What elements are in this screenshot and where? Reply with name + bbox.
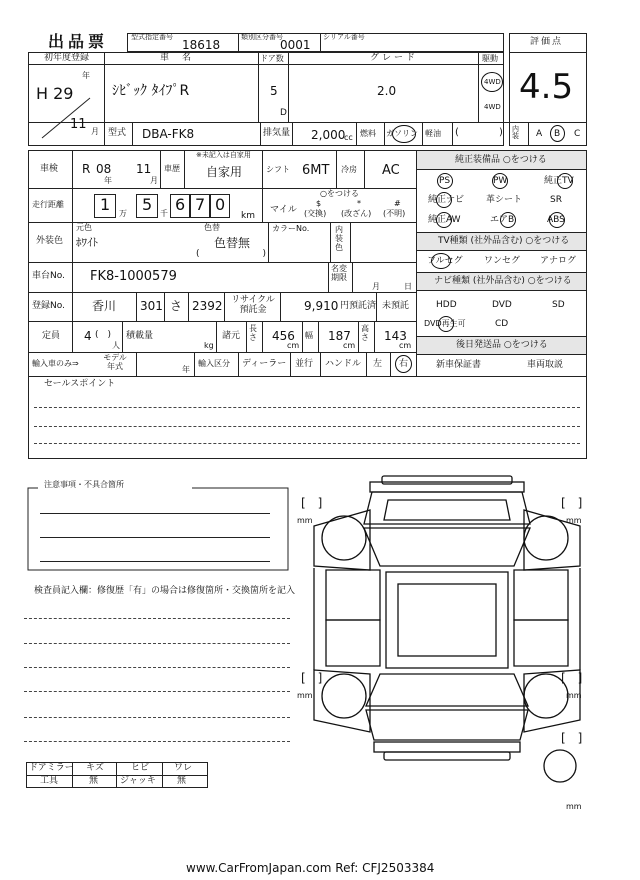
inspection-era: R [82, 162, 91, 176]
mileage-unit: km [241, 211, 255, 221]
docs-warranty: 新車保証書 [436, 360, 482, 370]
history-value: 自家用 [206, 165, 243, 179]
model-designation-label: 型式指定番号 [131, 33, 173, 41]
meter-unknown: (不明) [383, 209, 406, 218]
width-cm: cm [343, 341, 356, 350]
capacity-label: 定員 [42, 331, 61, 341]
drive-label: 駆動 [482, 54, 498, 63]
handle-label: ハンドル [325, 359, 362, 369]
navi-hdd: HDD [436, 300, 457, 310]
interior-b: B [554, 129, 561, 139]
navi-cd: CD [495, 319, 509, 329]
reg-class: 301 [140, 299, 163, 313]
equip-abs: ABS [547, 215, 565, 225]
capacity-value: 4 [84, 329, 92, 343]
recycle-label: リサイクル預託金 [231, 295, 275, 316]
notes-label: 注意事項・不具合箇所 [44, 480, 124, 489]
equip-ps: PS [439, 176, 451, 186]
recycle-unpaid: 未預託 [382, 301, 410, 311]
handle-right: 右 [399, 359, 409, 369]
import-parallel: 並行 [295, 359, 314, 369]
docs-manual: 車両取説 [527, 360, 564, 370]
serial-label: シリアル番号 [323, 33, 365, 41]
bracket-spare: [ ] [561, 731, 583, 745]
import-dealer: ディーラー [242, 359, 287, 369]
fuel-bracket-close: ) [499, 127, 503, 138]
name-change-day: 日 [404, 282, 412, 291]
meter-tamper-sym: * [357, 199, 361, 208]
category-value: 0001 [280, 38, 311, 52]
bracket-front-right: [ ] [561, 496, 583, 510]
tv-analog: アナログ [540, 256, 577, 266]
tools-header-mirror: ドアミラー [29, 763, 74, 773]
shift-value: 6MT [302, 163, 330, 178]
doors-type: D [280, 108, 287, 118]
mileage-label: 走行距離 [32, 200, 64, 209]
model-value: DBA-FK8 [142, 127, 195, 141]
mileage-digit-2: 5 [142, 195, 153, 214]
car-name-value: ｼﾋﾞｯｸ ﾀｲﾌﾟR [112, 83, 190, 99]
width-label: 幅 [305, 331, 313, 340]
ac-value: AC [382, 163, 400, 178]
fuel-label: 燃料 [360, 129, 376, 138]
model-label: 型式 [108, 128, 127, 138]
first-reg-year: H 29 [36, 84, 74, 103]
month-unit: 月 [91, 127, 99, 136]
tools-value: 無 [89, 776, 99, 786]
tools-header-scratch: キズ [86, 763, 104, 773]
docs-title: 後日発送品 ○をつける [456, 340, 548, 350]
recycle-paid: 円預託済 [340, 301, 377, 311]
navi-dvd: DVD [492, 300, 512, 310]
length-value: 456 [272, 329, 295, 343]
mm-rear-right: mm [566, 691, 582, 700]
mm-spare: mm [566, 802, 582, 811]
interior-a: A [536, 129, 543, 139]
drive-4wd-circled: 4WD [484, 78, 501, 86]
year-unit: 年 [82, 71, 90, 80]
category-label: 類別区分番号 [241, 33, 283, 41]
capacity-paren: ( ) [95, 330, 112, 340]
interior-label: 内装 [512, 125, 519, 140]
model-year-label: モデル年式 [103, 353, 127, 371]
tools-header-break: ワレ [174, 763, 193, 773]
score-label: 評価点 [530, 37, 564, 47]
inspection-month-unit: 月 [150, 176, 158, 185]
score-value: 4.5 [519, 67, 574, 107]
handle-left: 左 [373, 359, 383, 369]
chassis-label: 車台No. [32, 271, 65, 281]
fuel-gasoline: ガソリン [386, 129, 418, 138]
displacement-value: 2,000 [311, 128, 346, 142]
import-type-label: 輸入区分 [198, 359, 230, 368]
width-value: 187 [328, 329, 351, 343]
history-note: ※未記入は自家用 [196, 151, 251, 159]
load-unit: kg [204, 341, 214, 350]
navi-dvd-play: DVD再生可 [424, 319, 466, 328]
bracket-rear-right: [ ] [561, 671, 583, 685]
length-cm: cm [287, 341, 300, 350]
tools-header-crack: ヒビ [131, 763, 150, 773]
import-label: 輸入車のみ⇒ [32, 359, 79, 368]
interior-c: C [574, 129, 581, 139]
bracket-front-left: [ ] [301, 496, 323, 510]
recycle-value: 9,910 [304, 299, 339, 313]
meter-mile: マイル [270, 205, 297, 215]
displacement-unit: cc [344, 133, 353, 142]
mm-rear-left: mm [297, 691, 313, 700]
name-change-label: 名変期限 [331, 264, 347, 282]
first-reg-label: 初年度登録 [44, 53, 90, 63]
color-bracket: ( ) [196, 249, 267, 259]
reg-area: 香川 [92, 299, 117, 313]
jack-value: 無 [177, 776, 187, 786]
inspection-label: 車検 [40, 164, 59, 174]
shift-label: シフト [266, 165, 290, 174]
sheet-title: 出品票 [48, 32, 109, 51]
doors-value: 5 [270, 84, 278, 98]
color-change-value: 色替無 [214, 236, 251, 250]
equip-pw: PW [493, 176, 508, 186]
bracket-rear-left: [ ] [301, 671, 323, 685]
first-reg-month: 11 [70, 117, 87, 132]
chassis-value: FK8-1000579 [90, 269, 177, 284]
grade-label: グレード [370, 53, 419, 63]
equip-tv: 純正TV [544, 176, 574, 186]
name-change-month: 月 [372, 282, 380, 291]
model-designation-value: 18618 [182, 38, 221, 52]
car-body-diagram [300, 470, 590, 810]
footer-watermark: www.CarFromJapan.com Ref: CFJ2503384 [186, 861, 435, 875]
meter-note: ○をつける [320, 189, 359, 198]
equip-airbag: エアB [490, 215, 515, 225]
mm-front-left: mm [297, 516, 313, 525]
jack-label: ジャッキ [120, 776, 156, 786]
orig-color-value: ﾎﾜｲﾄ [76, 236, 98, 249]
color-label: 外装色 [36, 236, 64, 246]
mm-front-right: mm [566, 516, 582, 525]
navi-sd: SD [552, 300, 565, 310]
equip-aw: 純正AW [428, 215, 461, 225]
mileage-digit-1: 1 [100, 195, 111, 214]
fuel-bracket-open: ( [455, 127, 459, 138]
displacement-label: 排気量 [263, 128, 291, 138]
tv-fullseg: フルセグ [427, 256, 463, 266]
meter-tamper: (改ざん) [341, 209, 372, 218]
tv-oneseg: ワンセグ [484, 256, 521, 266]
load-label: 積載量 [126, 331, 154, 341]
interior-color-label: 内装色 [335, 225, 343, 252]
color-no-label: カラーNo. [272, 224, 310, 233]
meter-exchange-sym: $ [316, 199, 322, 208]
ac-label: 冷房 [341, 165, 357, 174]
height-cm: cm [399, 341, 412, 350]
capacity-unit: 人 [112, 341, 120, 350]
height-value: 143 [384, 329, 407, 343]
tools-label: 工具 [40, 776, 59, 786]
dims-label: 諸元 [222, 331, 241, 341]
doors-label: ドア数 [260, 54, 284, 63]
grade-value: 2.0 [377, 84, 397, 98]
reg-label: 登録No. [32, 301, 65, 311]
inspection-month: 11 [136, 162, 152, 176]
inspection-year-unit: 年 [104, 176, 112, 185]
fuel-diesel: 軽油 [425, 129, 441, 138]
inspector-label: 検査員記入欄：修復歴「有」の場合は修復箇所・交換箇所を記入 [34, 586, 296, 596]
orig-color-label: 元色 [76, 223, 92, 232]
reg-kana: さ [170, 299, 183, 313]
equip-sr: SR [550, 195, 562, 205]
reg-number: 2392 [192, 299, 223, 313]
equip-navi: 純正ナビ [428, 195, 465, 205]
meter-exchange: (交換) [304, 209, 327, 218]
navi-title: ナビ種類 (社外品含む) ○をつける [434, 276, 572, 286]
history-label: 車歴 [164, 164, 180, 173]
equipment-title: 純正装備品 ○をつける [455, 155, 547, 165]
mileage-digit-4: 7 [195, 195, 206, 214]
length-label: 長さ [249, 324, 257, 342]
height-label: 高さ [361, 324, 369, 342]
tv-title: TV種類 (社外品含む) ○をつける [438, 236, 570, 246]
model-year-unit: 年 [182, 365, 190, 374]
car-name-label: 車 名 [160, 53, 194, 63]
drive-4wd-lower: 4WD [484, 103, 501, 111]
sales-point-label: セールスポイント [44, 379, 116, 389]
equip-leather: 革シート [486, 195, 523, 205]
color-change-label: 色替 [204, 223, 220, 232]
mileage-man: 万 [119, 209, 127, 218]
mileage-digit-3: 6 [175, 195, 186, 214]
mileage-sen: 千 [160, 209, 168, 218]
inspection-year: 08 [96, 162, 112, 176]
mileage-digit-5: 0 [215, 195, 226, 214]
meter-unknown-sym: # [394, 199, 401, 208]
